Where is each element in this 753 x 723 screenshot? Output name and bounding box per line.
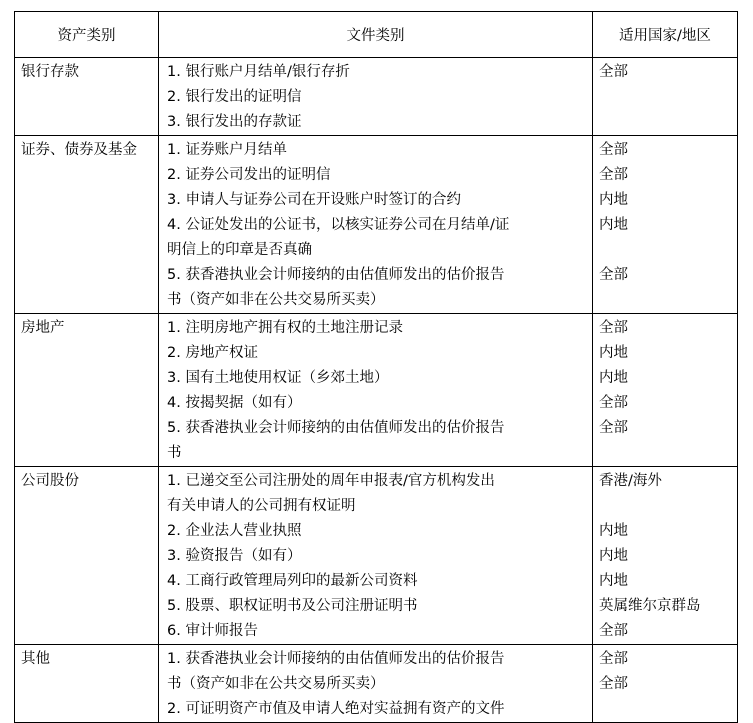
document-item: 3. 银行发出的存款证 <box>167 114 302 130</box>
table-row <box>15 58 738 136</box>
region-item: 内地 <box>599 192 628 208</box>
document-item: 3. 验资报告（如有） <box>167 548 302 564</box>
region-list-cell <box>593 467 738 645</box>
region-item: 英属维尔京群岛 <box>599 598 701 614</box>
asset-category-cell <box>15 136 159 314</box>
document-item: 2. 可证明资产市值及申请人绝对实益拥有资产的文件 <box>167 701 505 717</box>
document-item: 书（资产如非在公共交易所买卖） <box>167 292 385 308</box>
region-item <box>599 697 737 722</box>
region-item <box>599 110 737 135</box>
asset-category-label: 其他 <box>21 651 50 667</box>
region-item: 全部 <box>599 167 628 183</box>
region-item <box>599 441 737 466</box>
document-item: 1. 获香港执业会计师接纳的由估值师发出的估价报告 <box>167 651 505 667</box>
document-list-cell <box>159 314 593 467</box>
region-item: 内地 <box>599 370 628 386</box>
region-item: 内地 <box>599 523 628 539</box>
region-list-cell <box>593 136 738 314</box>
document-item: 6. 审计师报告 <box>167 623 258 639</box>
region-item: 香港/海外 <box>599 473 662 489</box>
region-list-cell <box>593 58 738 136</box>
region-item <box>599 238 737 263</box>
region-item: 全部 <box>599 420 628 436</box>
asset-category-label: 房地产 <box>21 320 65 336</box>
table-row <box>15 136 738 314</box>
document-item: 4. 按揭契据（如有） <box>167 395 302 411</box>
asset-category-label: 银行存款 <box>21 64 79 80</box>
asset-category-cell <box>15 58 159 136</box>
document-item: 2. 证券公司发出的证明信 <box>167 167 331 183</box>
document-item: 5. 获香港执业会计师接纳的由估值师发出的估价报告 <box>167 420 505 436</box>
region-item: 全部 <box>599 676 628 692</box>
document-item: 1. 注明房地产拥有权的土地注册记录 <box>167 320 403 336</box>
table-body <box>15 58 738 723</box>
asset-category-label: 证券、债券及基金 <box>21 142 137 158</box>
table-row <box>15 645 738 723</box>
document-item: 2. 房地产权证 <box>167 345 258 361</box>
document-item: 书 <box>167 445 182 461</box>
document-item: 3. 申请人与证券公司在开设账户时签订的合约 <box>167 192 461 208</box>
document-item: 1. 证券账户月结单 <box>167 142 287 158</box>
document-item: 4. 工商行政管理局列印的最新公司资料 <box>167 573 418 589</box>
region-item: 全部 <box>599 651 628 667</box>
table-row <box>15 314 738 467</box>
document-list-cell <box>159 136 593 314</box>
document-item: 4. 公证处发出的公证书，以核实证券公司在月结单/证 <box>167 217 510 233</box>
table-row <box>15 467 738 645</box>
region-item: 全部 <box>599 623 628 639</box>
region-item: 全部 <box>599 142 628 158</box>
document-list-cell <box>159 58 593 136</box>
document-list-cell <box>159 467 593 645</box>
document-list-cell <box>159 645 593 723</box>
header-row <box>15 12 738 58</box>
asset-category-label: 公司股份 <box>21 473 79 489</box>
document-item: 有关申请人的公司拥有权证明 <box>167 498 356 514</box>
header-document-type: 文件类别 <box>159 12 593 58</box>
region-item: 内地 <box>599 345 628 361</box>
document-item: 5. 股票、职权证明书及公司注册证明书 <box>167 598 418 614</box>
region-list-cell <box>593 314 738 467</box>
region-item: 全部 <box>599 395 628 411</box>
asset-document-table <box>14 11 738 723</box>
region-item: 内地 <box>599 548 628 564</box>
asset-category-cell <box>15 467 159 645</box>
region-item: 内地 <box>599 573 628 589</box>
document-item: 3. 国有土地使用权证（乡郊土地） <box>167 370 389 386</box>
region-item <box>599 85 737 110</box>
region-list-cell <box>593 645 738 723</box>
region-item <box>599 494 737 519</box>
document-item: 书（资产如非在公共交易所买卖） <box>167 676 385 692</box>
asset-category-cell <box>15 645 159 723</box>
document-item: 5. 获香港执业会计师接纳的由估值师发出的估价报告 <box>167 267 505 283</box>
region-item: 全部 <box>599 320 628 336</box>
document-item: 1. 已递交至公司注册处的周年申报表/官方机构发出 <box>167 473 495 489</box>
region-item: 全部 <box>599 267 628 283</box>
header-asset-type: 资产类别 <box>15 12 159 58</box>
region-item <box>599 288 737 313</box>
document-item: 明信上的印章是否真确 <box>167 242 312 258</box>
asset-category-cell <box>15 314 159 467</box>
region-item: 全部 <box>599 64 628 80</box>
header-region: 适用国家/地区 <box>593 12 738 58</box>
region-item: 内地 <box>599 217 628 233</box>
document-item: 1. 银行账户月结单/银行存折 <box>167 64 350 80</box>
document-item: 2. 银行发出的证明信 <box>167 89 302 105</box>
document-item: 2. 企业法人营业执照 <box>167 523 302 539</box>
